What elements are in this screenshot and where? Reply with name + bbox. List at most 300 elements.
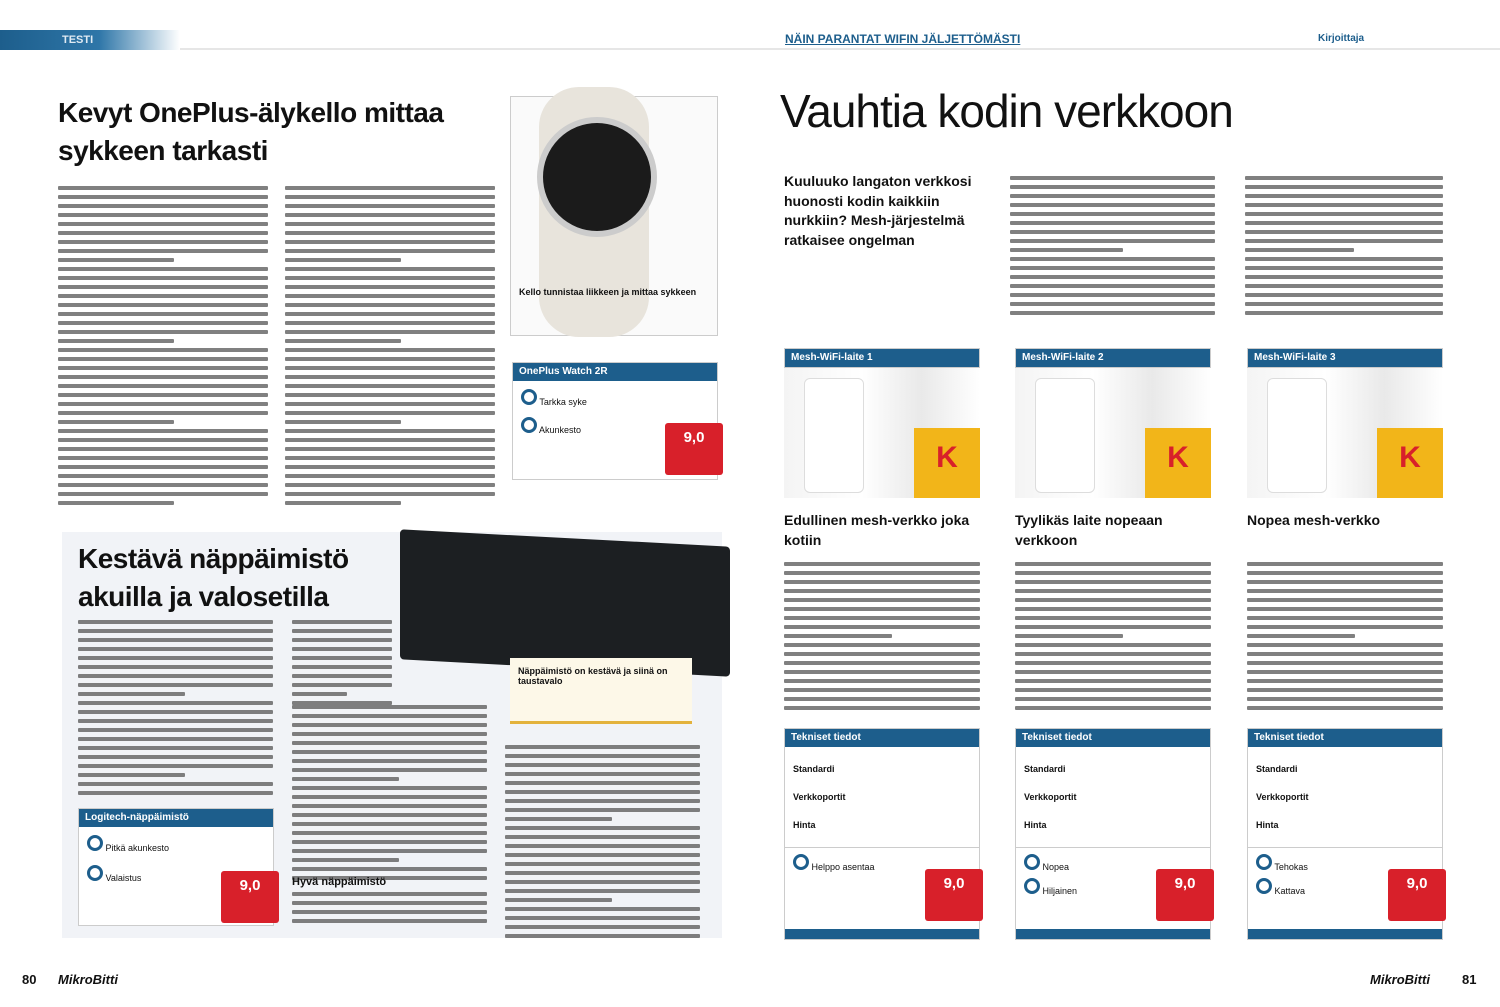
text-line: [1010, 185, 1215, 189]
text-line: [58, 267, 268, 271]
text-line: [285, 456, 495, 460]
section-title: NÄIN PARANTAT WIFIN JÄLJETTÖMÄSTI: [785, 32, 1021, 46]
text-line: [285, 375, 495, 379]
text-line: [58, 501, 174, 505]
text-line: [1010, 176, 1215, 180]
text-line: [58, 321, 268, 325]
text-line: [292, 768, 487, 772]
text-line: [505, 934, 700, 938]
text-line: [1245, 239, 1443, 243]
text-line: [58, 429, 268, 433]
keyboard-body-col2c: [292, 892, 487, 923]
text-line: [1010, 266, 1215, 270]
text-line: [784, 571, 980, 575]
infobox-title: OnePlus Watch 2R: [513, 363, 717, 381]
text-line: [784, 670, 980, 674]
text-line: [292, 813, 487, 817]
text-line: [292, 638, 392, 642]
text-line: [1247, 571, 1443, 575]
text-line: [58, 204, 268, 208]
text-line: [78, 719, 273, 723]
router-photo: [784, 368, 980, 498]
text-line: [505, 763, 700, 767]
text-line: [58, 258, 174, 262]
text-line: [292, 786, 487, 790]
product-body: [784, 562, 980, 710]
text-line: [292, 858, 399, 862]
text-line: [1247, 652, 1443, 656]
text-line: [78, 620, 273, 624]
text-line: [292, 919, 487, 923]
pro-item: Valaistus: [105, 873, 142, 883]
lead-paragraph: Kuuluuko langaton verkkosi huonosti kodin kaikkiin nurkkiin? Mesh-järjestelmä ratkaisee ongelman: [784, 173, 972, 248]
text-line: [784, 697, 980, 701]
text-line: [505, 844, 700, 848]
text-line: [292, 705, 487, 709]
text-line: [1247, 670, 1443, 674]
brand-left: MikroBitti: [58, 972, 118, 987]
text-line: [78, 755, 273, 759]
text-line: [285, 393, 495, 397]
text-line: [505, 799, 700, 803]
text-line: [285, 213, 495, 217]
keyboard-caption-box: [510, 658, 692, 724]
text-line: [505, 781, 700, 785]
text-line: [292, 629, 392, 633]
text-line: [285, 285, 495, 289]
text-line: [1010, 203, 1215, 207]
text-line: [1247, 562, 1443, 566]
product-label: Mesh-WiFi-laite 3: [1248, 349, 1442, 367]
router-icon: [1035, 378, 1095, 493]
intro-col3: [1245, 176, 1443, 315]
text-line: [1010, 239, 1215, 243]
text-line: [58, 312, 268, 316]
product-label: Mesh-WiFi-laite 1: [785, 349, 979, 367]
intro-col2: [1010, 176, 1215, 315]
text-line: [1015, 706, 1211, 710]
text-line: [285, 204, 495, 208]
text-line: [285, 312, 495, 316]
text-line: [58, 231, 268, 235]
text-line: [58, 438, 268, 442]
text-line: [1015, 661, 1211, 665]
text-line: [285, 492, 495, 496]
text-line: [78, 728, 273, 732]
pro-item: Nopea: [1042, 862, 1070, 872]
text-line: [58, 186, 268, 190]
spec-box-footer: [1248, 929, 1442, 939]
text-line: [285, 276, 495, 280]
text-line: [285, 258, 401, 262]
text-line: [285, 222, 495, 226]
text-line: [78, 647, 273, 651]
text-line: [78, 710, 273, 714]
product-card-image: [1247, 348, 1443, 498]
text-line: [285, 339, 401, 343]
text-line: [292, 665, 392, 669]
recommended-badge: K: [1377, 428, 1443, 498]
text-line: [58, 420, 174, 424]
text-line: [285, 429, 495, 433]
text-line: [292, 750, 487, 754]
text-line: [1010, 221, 1215, 225]
spec-row: Hinta: [793, 820, 816, 830]
text-line: [1015, 598, 1211, 602]
watch-body-col1: [58, 186, 268, 505]
text-line: [78, 656, 273, 660]
text-line: [58, 384, 268, 388]
text-line: [285, 249, 495, 253]
main-title: Vauhtia kodin verkkoon: [780, 85, 1233, 137]
watch-body-col2: [285, 186, 495, 505]
text-line: [1247, 625, 1443, 629]
text-line: [1245, 302, 1443, 306]
spec-box-title: Tekniset tiedot: [1016, 729, 1210, 747]
text-line: [292, 714, 487, 718]
text-line: [784, 679, 980, 683]
recommended-badge: K: [1145, 428, 1211, 498]
text-line: [784, 607, 980, 611]
text-line: [292, 840, 487, 844]
text-line: [58, 330, 268, 334]
brand-right: MikroBitti: [1370, 972, 1430, 987]
product-spec-box: [1247, 728, 1443, 940]
spec-row: Standardi: [1256, 764, 1298, 774]
spec-row: Verkkoportit: [1256, 792, 1309, 802]
text-line: [1247, 679, 1443, 683]
keyboard-body-col1: [78, 620, 273, 795]
router-photo: [1247, 368, 1443, 498]
text-line: [784, 643, 980, 647]
text-line: [505, 862, 700, 866]
rating-badge: 9,0: [925, 869, 983, 921]
text-line: [292, 732, 487, 736]
text-line: [58, 195, 268, 199]
page-number-left: 80: [22, 972, 37, 987]
text-line: [78, 782, 273, 786]
text-line: [58, 303, 268, 307]
text-line: [1010, 230, 1215, 234]
text-line: [78, 791, 273, 795]
text-line: [784, 661, 980, 665]
text-line: [1245, 203, 1443, 207]
text-line: [285, 357, 495, 361]
pro-item: Kattava: [1274, 886, 1306, 896]
keyboard-photo: [400, 529, 730, 676]
rating-badge: 9,0: [1156, 869, 1214, 921]
text-line: [505, 826, 700, 830]
text-line: [784, 616, 980, 620]
router-icon: [1267, 378, 1327, 493]
spec-row: Hinta: [1256, 820, 1279, 830]
text-line: [285, 195, 495, 199]
text-line: [285, 483, 495, 487]
text-line: [58, 276, 268, 280]
spec-row: Hinta: [1024, 820, 1047, 830]
text-line: [1015, 643, 1211, 647]
text-line: [285, 240, 495, 244]
rating-badge: 9,0: [1388, 869, 1446, 921]
product-card-image: [784, 348, 980, 498]
text-line: [285, 267, 495, 271]
text-line: [784, 706, 980, 710]
text-line: [505, 853, 700, 857]
spec-box-footer: [1016, 929, 1210, 939]
text-line: [292, 849, 487, 853]
text-line: [1245, 266, 1443, 270]
text-line: [285, 447, 495, 451]
product-body: [1247, 562, 1443, 710]
text-line: [1015, 589, 1211, 593]
text-line: [285, 411, 495, 415]
text-line: [292, 910, 487, 914]
rating-badge: 9,0: [221, 871, 279, 923]
text-line: [1245, 176, 1443, 180]
text-line: [58, 366, 268, 370]
text-line: [285, 465, 495, 469]
text-line: [1015, 625, 1211, 629]
text-line: [58, 294, 268, 298]
text-line: [505, 907, 700, 911]
text-line: [58, 240, 268, 244]
keyboard-body-col2b: [292, 705, 487, 880]
text-line: [784, 562, 980, 566]
product-body: [1015, 562, 1211, 710]
text-line: [1010, 284, 1215, 288]
text-line: [58, 456, 268, 460]
keyboard-subheading: Hyvä näppäimistö: [292, 876, 387, 888]
pro-item: Akunkesto: [539, 425, 582, 435]
text-line: [285, 474, 495, 478]
text-line: [58, 411, 268, 415]
watch-article-title: Kevyt OnePlus-älykello mittaa sykkeen tarkasti: [58, 97, 444, 166]
text-line: [1015, 634, 1123, 638]
plus-icon: [521, 417, 537, 433]
text-line: [1015, 697, 1211, 701]
text-line: [292, 620, 392, 624]
text-line: [292, 674, 392, 678]
text-line: [1245, 212, 1443, 216]
text-line: [1010, 302, 1215, 306]
text-line: [58, 222, 268, 226]
text-line: [1245, 221, 1443, 225]
watch-caption: Kello tunnistaa liikkeen ja mittaa sykkeen: [519, 287, 697, 297]
product-title: Tyylikäs laite nopeaan verkkoon: [1015, 512, 1163, 548]
text-line: [784, 589, 980, 593]
text-line: [505, 871, 700, 875]
product-title: Edullinen mesh-verkko joka kotiin: [784, 512, 970, 548]
text-line: [78, 674, 273, 678]
rating-badge: 9,0: [665, 423, 723, 475]
text-line: [285, 420, 401, 424]
text-line: [1245, 248, 1354, 252]
text-line: [292, 901, 487, 905]
pro-item: Helppo asentaa: [811, 862, 875, 872]
text-line: [1010, 194, 1215, 198]
pro-item: Tehokas: [1274, 862, 1308, 872]
text-line: [1245, 230, 1443, 234]
text-line: [78, 638, 273, 642]
text-line: [1015, 607, 1211, 611]
text-line: [292, 656, 392, 660]
text-line: [505, 754, 700, 758]
text-line: [292, 692, 347, 696]
page-number-right: 81: [1462, 972, 1477, 987]
text-line: [292, 777, 399, 781]
text-line: [58, 447, 268, 451]
text-line: [1245, 275, 1443, 279]
spec-row: Standardi: [1024, 764, 1066, 774]
text-line: [1245, 257, 1443, 261]
text-line: [1015, 688, 1211, 692]
plus-icon: [1256, 854, 1272, 870]
text-line: [1247, 643, 1443, 647]
plus-icon: [793, 854, 809, 870]
text-line: [78, 683, 273, 687]
text-line: [78, 737, 273, 741]
text-line: [1010, 257, 1215, 261]
text-line: [285, 501, 401, 505]
text-line: [1247, 634, 1355, 638]
text-line: [1010, 275, 1215, 279]
text-line: [1247, 697, 1443, 701]
text-line: [285, 321, 495, 325]
text-line: [1245, 293, 1443, 297]
spec-row: Verkkoportit: [793, 792, 846, 802]
text-line: [292, 867, 487, 871]
spec-box-footer: [785, 929, 979, 939]
text-line: [292, 741, 487, 745]
text-line: [285, 294, 495, 298]
pro-item: Pitkä akunkesto: [105, 843, 170, 853]
product-title: Nopea mesh-verkko: [1247, 512, 1381, 528]
text-line: [285, 330, 495, 334]
text-line: [1015, 652, 1211, 656]
router-photo: [1015, 368, 1211, 498]
text-line: [58, 393, 268, 397]
text-line: [78, 692, 185, 696]
product-spec-box: [784, 728, 980, 940]
text-line: [1247, 616, 1443, 620]
spec-row: Standardi: [793, 764, 835, 774]
section-tab-label: TESTI: [62, 34, 94, 46]
text-line: [1015, 679, 1211, 683]
text-line: [58, 483, 268, 487]
spec-box-title: Tekniset tiedot: [1248, 729, 1442, 747]
text-line: [58, 375, 268, 379]
text-line: [784, 580, 980, 584]
text-line: [1010, 212, 1215, 216]
text-line: [292, 723, 487, 727]
text-line: [1010, 248, 1123, 252]
pro-item: Tarkka syke: [539, 397, 587, 407]
plus-icon: [1024, 854, 1040, 870]
text-line: [292, 831, 487, 835]
keyboard-body-col2a: [292, 620, 392, 705]
text-line: [1015, 571, 1211, 575]
text-line: [1015, 670, 1211, 674]
text-line: [78, 629, 273, 633]
text-line: [1247, 589, 1443, 593]
spec-row: Verkkoportit: [1024, 792, 1077, 802]
text-line: [1245, 185, 1443, 189]
keyboard-article-title: Kestävä näppäimistö akuilla ja valosetilla: [78, 543, 349, 612]
text-line: [505, 790, 700, 794]
text-line: [505, 916, 700, 920]
text-line: [784, 625, 980, 629]
text-line: [1010, 293, 1215, 297]
text-line: [78, 773, 185, 777]
top-rule: [0, 30, 1500, 50]
text-line: [784, 598, 980, 602]
text-line: [58, 474, 268, 478]
product-label: Mesh-WiFi-laite 2: [1016, 349, 1210, 367]
text-line: [285, 438, 495, 442]
text-line: [285, 384, 495, 388]
text-line: [1245, 284, 1443, 288]
watch-face-icon: [537, 117, 657, 237]
text-line: [285, 186, 495, 190]
watch-photo: [510, 96, 718, 336]
text-line: [292, 822, 487, 826]
text-line: [784, 688, 980, 692]
text-line: [1015, 562, 1211, 566]
text-line: [292, 795, 487, 799]
router-icon: [804, 378, 864, 493]
text-line: [78, 764, 273, 768]
text-line: [1247, 607, 1443, 611]
infobox-title: Logitech-näppäimistö: [79, 809, 273, 827]
text-line: [505, 880, 700, 884]
text-line: [285, 402, 495, 406]
text-line: [1247, 598, 1443, 602]
text-line: [784, 634, 892, 638]
pro-item: Hiljainen: [1042, 886, 1078, 896]
text-line: [1015, 580, 1211, 584]
text-line: [505, 889, 700, 893]
text-line: [58, 465, 268, 469]
author-credit: Kirjoittaja: [1318, 33, 1365, 44]
text-line: [58, 348, 268, 352]
text-line: [58, 339, 174, 343]
text-line: [505, 772, 700, 776]
text-line: [78, 701, 273, 705]
keyboard-body-col3: [505, 745, 700, 938]
text-line: [292, 683, 392, 687]
text-line: [505, 808, 700, 812]
spec-box-title: Tekniset tiedot: [785, 729, 979, 747]
text-line: [58, 357, 268, 361]
product-spec-box: [1015, 728, 1211, 940]
text-line: [505, 898, 612, 902]
plus-icon: [87, 835, 103, 851]
plus-icon: [87, 865, 103, 881]
keyboard-infobox: [78, 808, 274, 926]
text-line: [292, 759, 487, 763]
watch-infobox: [512, 362, 718, 480]
text-line: [505, 817, 612, 821]
plus-icon: [521, 389, 537, 405]
text-line: [1247, 580, 1443, 584]
text-line: [505, 835, 700, 839]
text-line: [285, 366, 495, 370]
keyboard-caption: Näppäimistö on kestävä ja siinä on taustavalo: [518, 666, 668, 686]
text-line: [58, 402, 268, 406]
text-line: [1015, 616, 1211, 620]
text-line: [285, 303, 495, 307]
text-line: [292, 804, 487, 808]
